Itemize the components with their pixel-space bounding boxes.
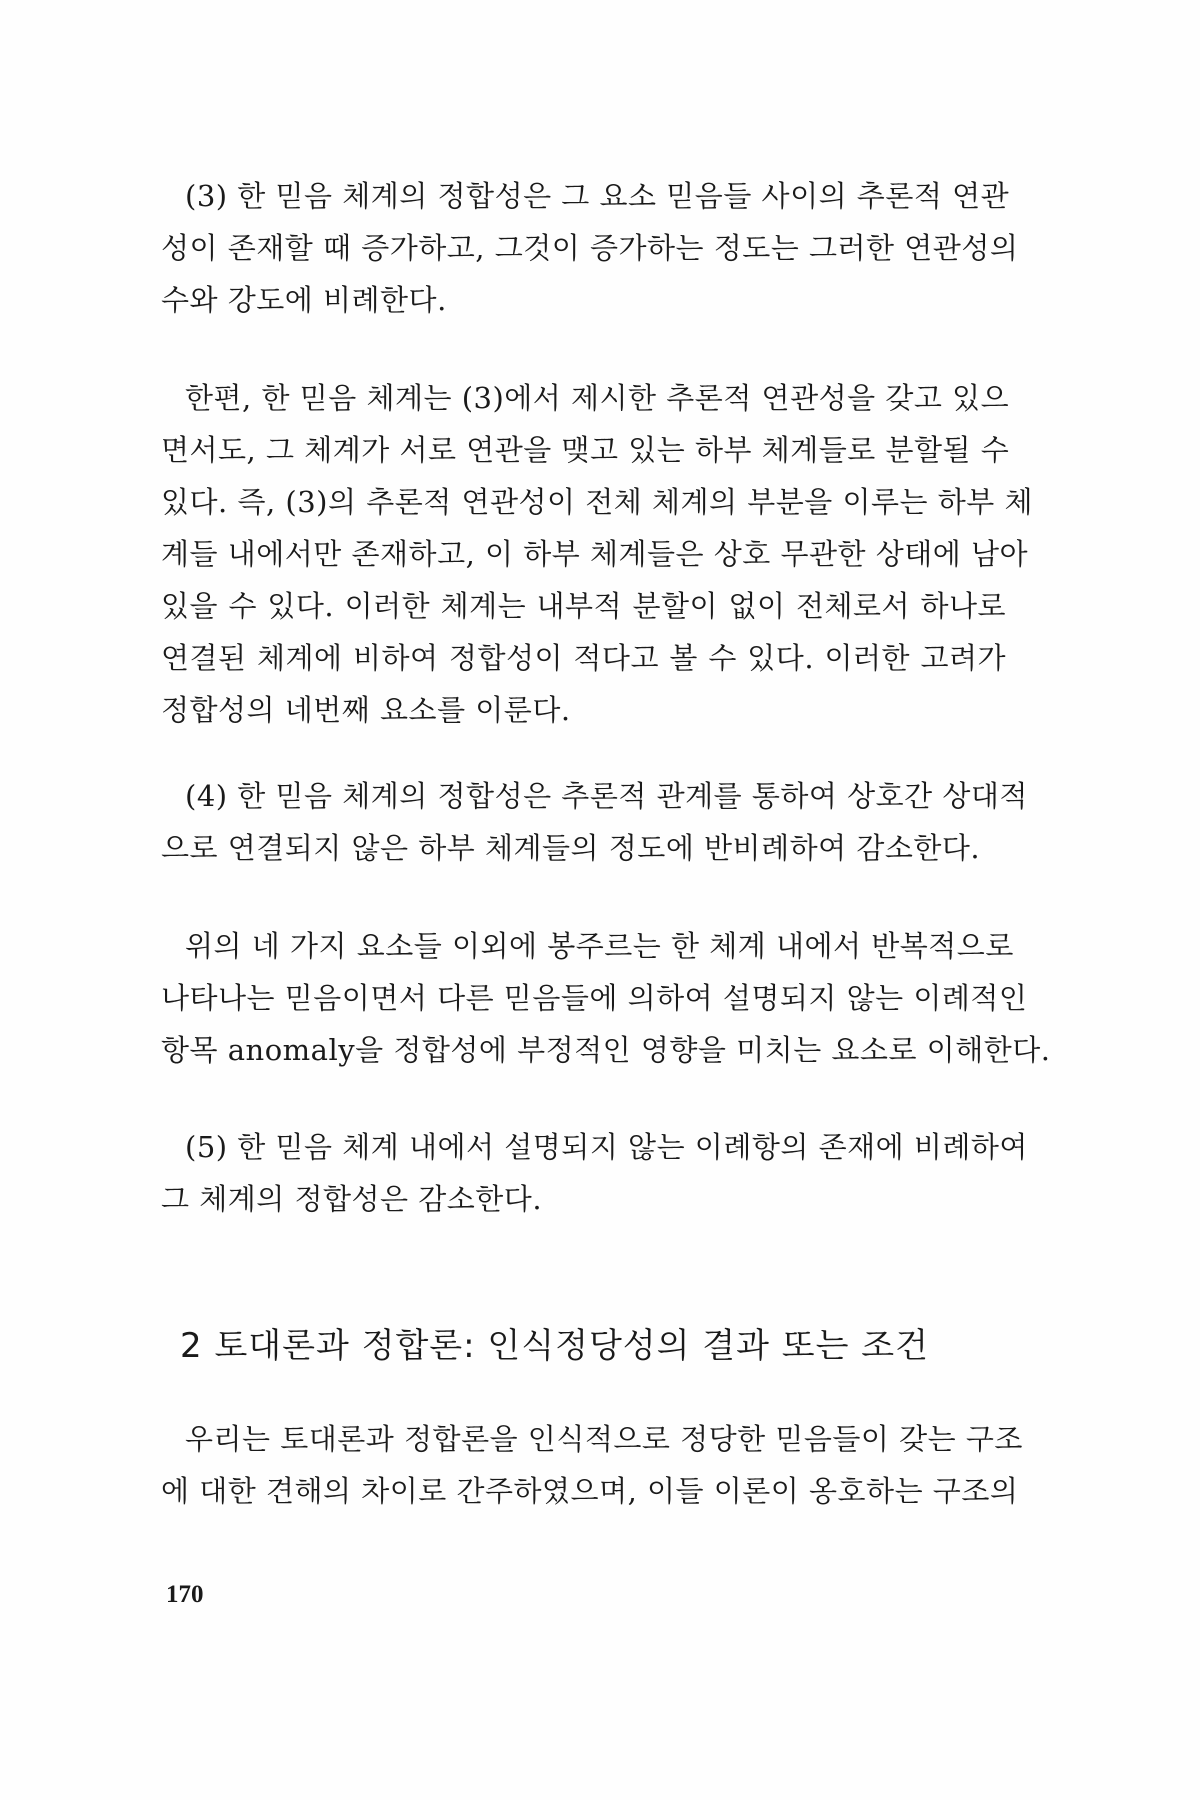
paragraph-proposition-5 [161, 1121, 1028, 1225]
text-line: 정합성의 네번째 요소를 이룬다. [161, 693, 571, 727]
page-number: 170 [166, 1581, 204, 1608]
text-line: 그 체계의 정합성은 감소한다. [161, 1182, 543, 1216]
paragraph-proposition-4 [161, 770, 1028, 874]
text-line: 있을 수 있다. 이러한 체계는 내부적 분할이 없이 전체로서 하나로 [161, 589, 1006, 623]
text-line: 위의 네 가지 요소들 이외에 봉주르는 한 체계 내에서 반복적으로 [185, 929, 1014, 963]
paragraph-structure [161, 1413, 1023, 1517]
text-line: (3) 한 믿음 체계의 정합성은 그 요소 믿음들 사이의 추론적 연관 [185, 179, 1010, 213]
text-line: (4) 한 믿음 체계의 정합성은 추론적 관계를 통하여 상호간 상대적 [185, 779, 1028, 813]
text-line: 에 대한 견해의 차이로 간주하였으며, 이들 이론이 옹호하는 구조의 [161, 1474, 1019, 1508]
section-heading: 2 토대론과 정합론: 인식정당성의 결과 또는 조건 [180, 1326, 929, 1366]
paragraph-proposition-3 [161, 170, 1019, 326]
text-line: 있다. 즉, (3)의 추론적 연관성이 전체 체계의 부분을 이루는 하부 체 [161, 485, 1034, 519]
text-line: 한편, 한 믿음 체계는 (3)에서 제시한 추론적 연관성을 갖고 있으 [185, 381, 1010, 415]
paragraph-partition [161, 372, 1034, 736]
text-line: 나타나는 믿음이면서 다른 믿음들에 의하여 설명되지 않는 이례적인 [161, 981, 1028, 1015]
text-line: (5) 한 믿음 체계 내에서 설명되지 않는 이례항의 존재에 비례하여 [185, 1130, 1028, 1164]
text-line: 연결된 체계에 비하여 정합성이 적다고 볼 수 있다. 이러한 고려가 [161, 641, 1006, 675]
text-line: 항목 anomaly을 정합성에 부정적인 영향을 미치는 요소로 이해한다. [161, 1033, 1051, 1067]
text-line: 으로 연결되지 않은 하부 체계들의 정도에 반비례하여 감소한다. [161, 831, 981, 865]
paragraph-anomaly [161, 920, 1051, 1076]
text-line: 수와 강도에 비례한다. [161, 283, 447, 317]
text-line: 면서도, 그 체계가 서로 연관을 맺고 있는 하부 체계들로 분할될 수 [161, 433, 1010, 467]
text-line: 우리는 토대론과 정합론을 인식적으로 정당한 믿음들이 갖는 구조 [185, 1422, 1023, 1456]
text-line: 성이 존재할 때 증가하고, 그것이 증가하는 정도는 그러한 연관성의 [161, 231, 1019, 265]
text-line: 계들 내에서만 존재하고, 이 하부 체계들은 상호 무관한 상태에 남아 [161, 537, 1029, 571]
